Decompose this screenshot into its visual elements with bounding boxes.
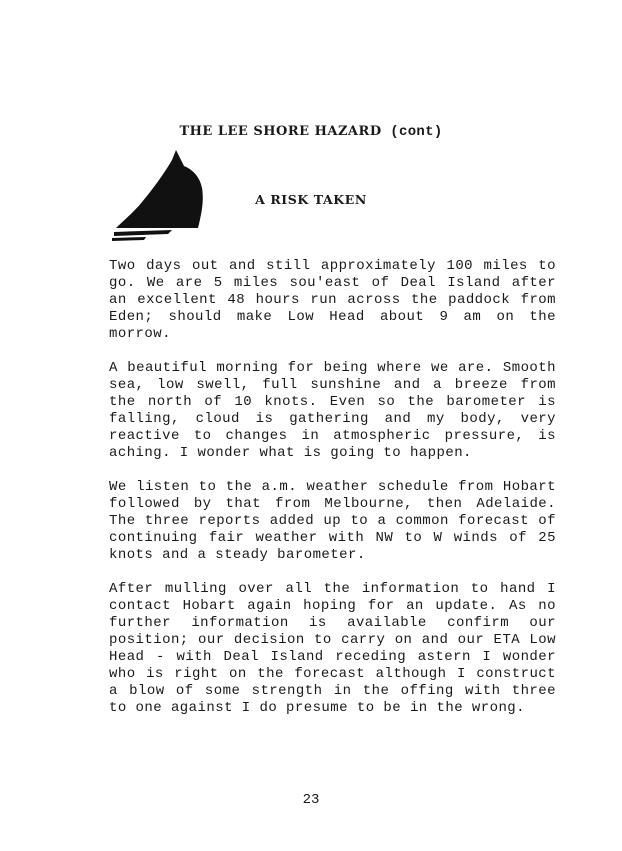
paragraph-3: We listen to the a.m. weather schedule from Hobart followed by that from Melbourne, then Adelaide. The three reports added up to a common forecast of continuing fair weather with NW to W winds of 25 knots and a steady barometer.: [109, 479, 556, 563]
page-number: 23: [302, 792, 320, 808]
paragraph-4: After mulling over all the information to hand I contact Hobart again hoping for an update. As no further information is available confirm our position; our decision to carry on and our ETA Low Head - with Deal Island receding astern I wonder who is right on the forecast although I construct a blow of some strength in the offing with three to one against I do presume to be in the wrong.: [109, 581, 556, 716]
body-text: [109, 258, 556, 734]
section-subtitle: A RISK TAKEN: [255, 192, 367, 207]
paragraph-1: Two days out and still approximately 100 miles to go. We are 5 miles sou'east of Deal Island after an excellent 48 hours run across the paddock from Eden; should make Low Head about 9 am on the morrow.: [109, 258, 556, 342]
page-title-suffix: (cont): [381, 124, 443, 140]
paragraph-2: A beautiful morning for being where we are. Smooth sea, low swell, full sunshine and a breeze from the north of 10 knots. Even so the barometer is falling, cloud is gathering and my body, very reactive to changes in atmospheric pressure, is aching. I wonder what is going to happen.: [109, 360, 556, 461]
page-title: [0, 124, 622, 140]
page-title-main: THE LEE SHORE HAZARD: [179, 124, 382, 139]
